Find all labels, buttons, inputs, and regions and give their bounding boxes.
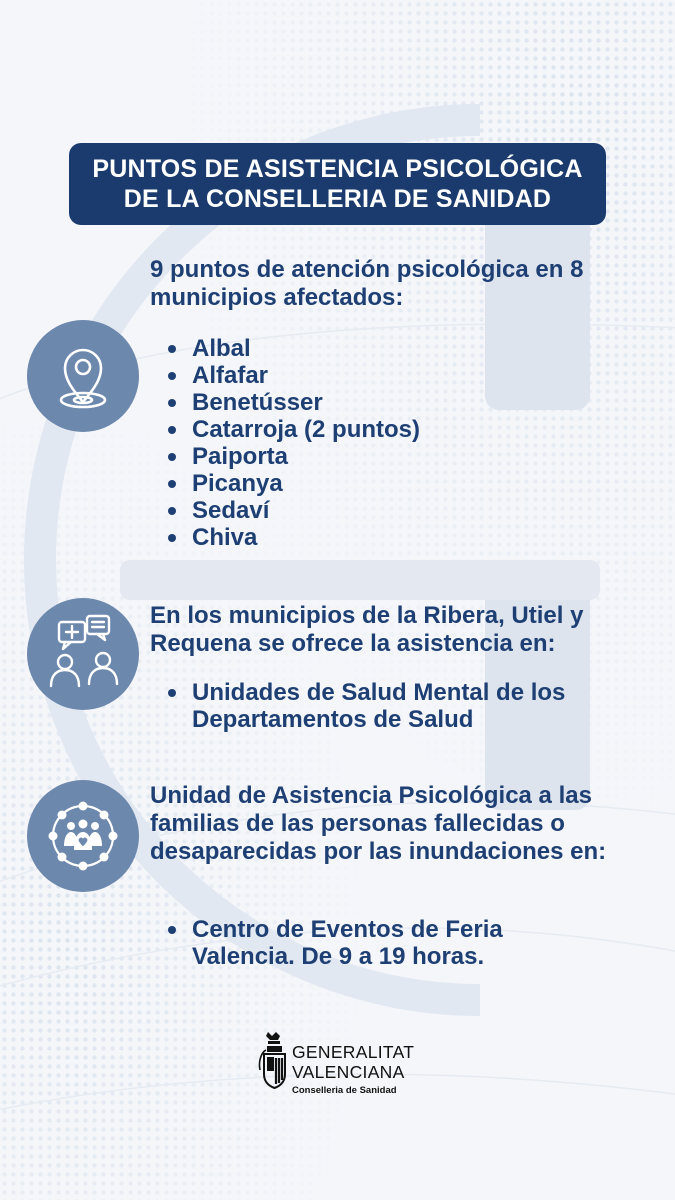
- chat-people-icon: [27, 598, 139, 710]
- services-list: [164, 679, 634, 733]
- list-item: Centro de Eventos de Feria Valencia. De 9 a 19 horas.: [164, 916, 584, 970]
- org-name-line-2: VALENCIANA: [292, 1062, 405, 1082]
- section-1-text: 9 puntos de atención psicológica en 8 municipios afectados:: [150, 256, 584, 311]
- department-name: Conselleria de Sanidad: [292, 1085, 397, 1096]
- list-item: Benetússer: [164, 389, 420, 416]
- list-item: Sedaví: [164, 497, 420, 524]
- section-2-text: En los municipios de la Ribera, Utiel y Requena se ofrece la asistencia en:: [150, 602, 584, 657]
- list-item: Alfafar: [164, 362, 420, 389]
- list-item: Picanya: [164, 470, 420, 497]
- municipalities-list: [164, 335, 420, 551]
- list-item: Unidades de Salud Mental de los Departamentos de Salud: [164, 679, 634, 733]
- list-item: Paiporta: [164, 443, 420, 470]
- section-3-text: Unidad de Asistencia Psicológica a las familias de las personas fallecidas o desaparecidas por las inundaciones en:: [150, 782, 607, 865]
- coat-of-arms-icon: [258, 1030, 292, 1098]
- title-line-1: PUNTOS DE ASISTENCIA PSICOLÓGICA: [92, 155, 583, 183]
- family-support-icon: [27, 780, 139, 892]
- title-line-2: DE LA CONSELLERIA DE SANIDAD: [123, 185, 552, 213]
- location-list: [164, 916, 584, 970]
- location-pin-icon: [27, 320, 139, 432]
- generalitat-logo: [258, 1030, 438, 1100]
- org-name: [292, 1042, 414, 1082]
- list-item: Chiva: [164, 524, 420, 551]
- list-item: Catarroja (2 puntos): [164, 416, 420, 443]
- page-title: [69, 143, 606, 225]
- org-name-line-1: GENERALITAT: [292, 1042, 415, 1062]
- list-item: Albal: [164, 335, 420, 362]
